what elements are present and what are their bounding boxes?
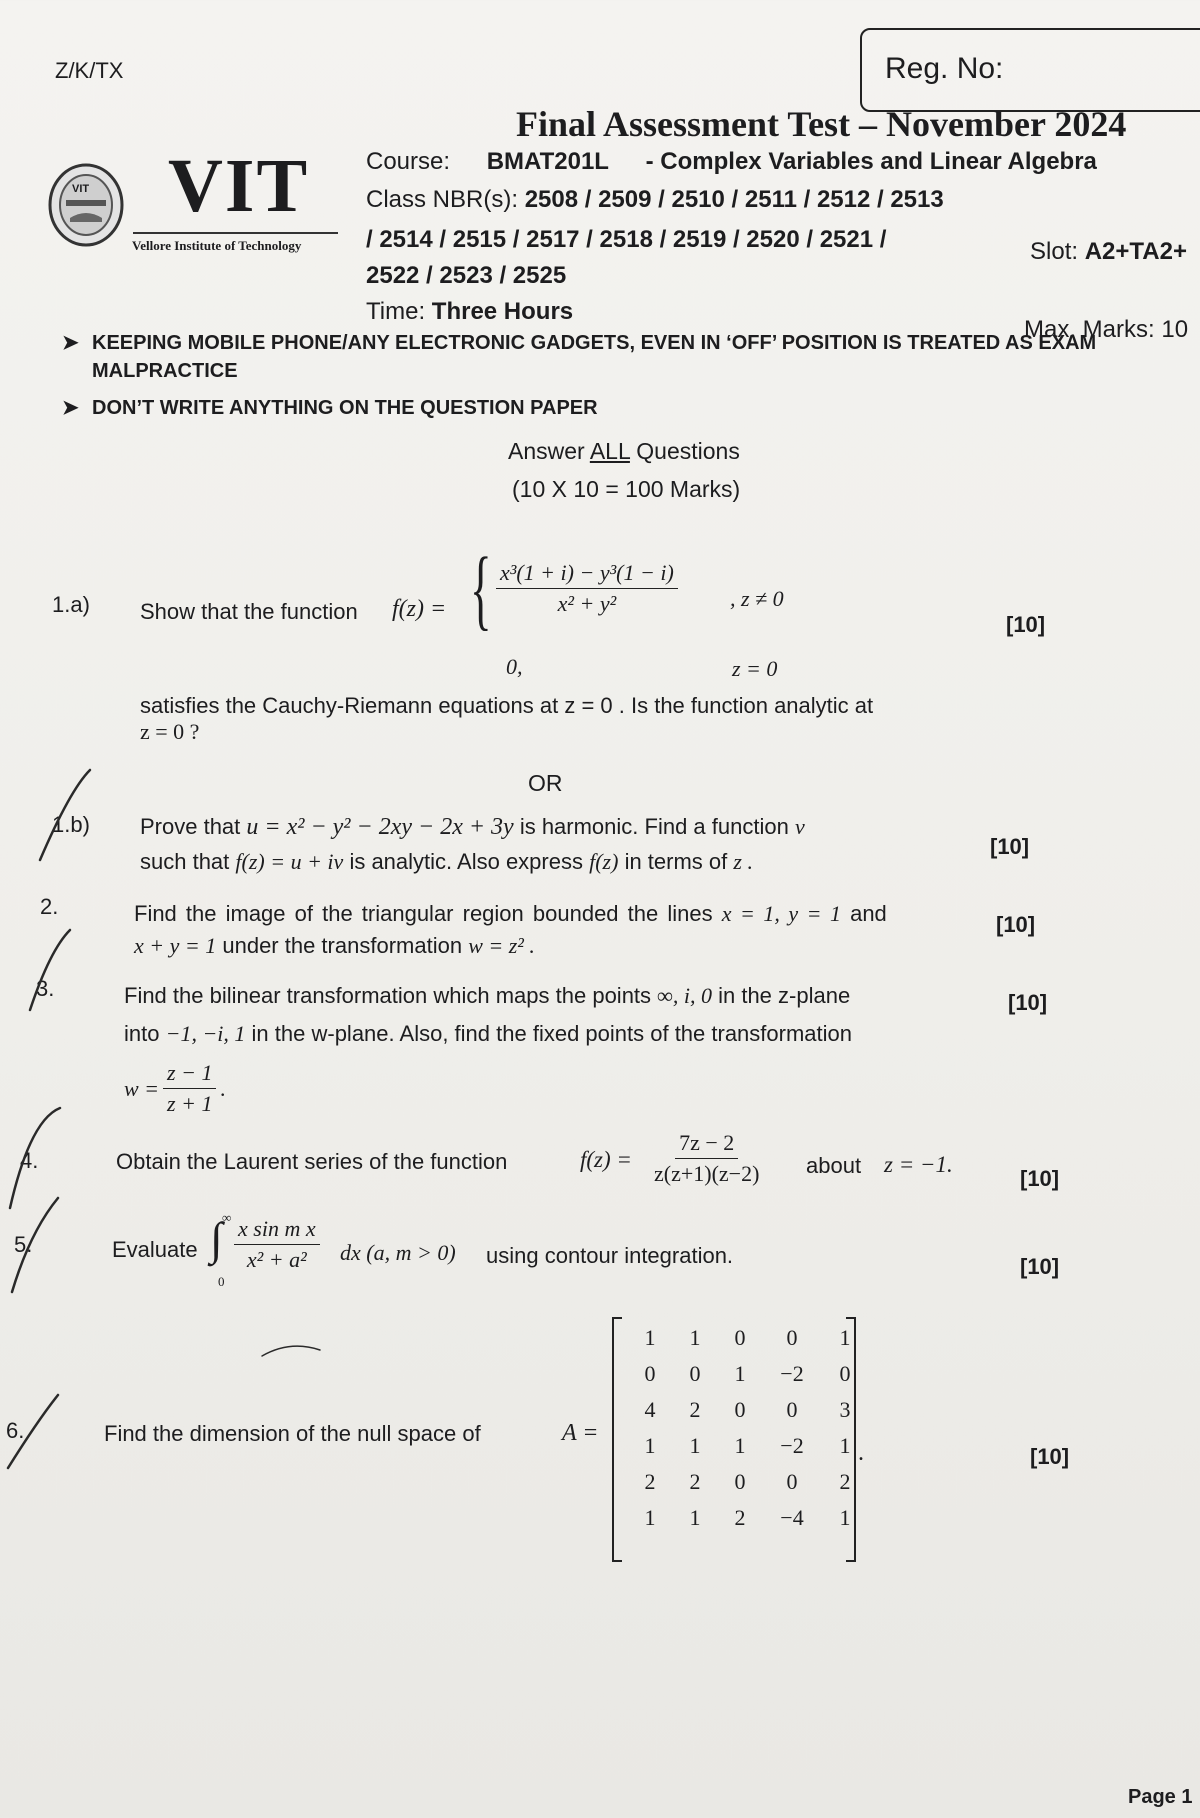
matrix-cell: 1 — [689, 1433, 701, 1458]
slot-label: Slot: — [1030, 238, 1079, 265]
q4-numerator: 7z − 2 — [675, 1130, 738, 1159]
q5-den: x² + a² — [246, 1247, 307, 1272]
q6-number: 6. — [6, 1418, 25, 1443]
max-marks: Max. Marks: 10 — [1024, 316, 1189, 343]
matrix-cell: 2 — [644, 1469, 656, 1494]
answer-prefix: Answer — [508, 438, 590, 464]
course-label: Course: — [366, 148, 451, 175]
class-numbers-2: / 2514 / 2515 / 2517 / 2518 / 2519 / 2520 / 2521 / — [366, 226, 887, 253]
answer-all: ALL — [589, 438, 630, 464]
q6-text: Find the dimension of the null space of — [104, 1421, 481, 1446]
vit-logo-text: VIT — [168, 144, 310, 228]
q4-point: z = −1. — [884, 1152, 953, 1177]
q5-marks: [10] — [1020, 1254, 1060, 1279]
matrix-cell: 0 — [689, 1361, 701, 1386]
notice-arrow-icon: ➤ — [62, 332, 79, 354]
matrix-cell: 0 — [734, 1469, 746, 1494]
q5-number: 5. — [14, 1232, 33, 1257]
q1a-case2: 0, — [506, 654, 523, 679]
matrix-cell: 0 — [644, 1361, 656, 1386]
q1a-text3: z = 0 ? — [140, 719, 200, 744]
q3-w-num: z − 1 — [163, 1060, 216, 1089]
paper-code: Z/K/TX — [55, 58, 124, 83]
q2-line3: x + y = 1 — [134, 933, 217, 958]
matrix-cell: 1 — [644, 1433, 656, 1458]
matrix-cell: 0 — [786, 1397, 798, 1422]
exam-title: Final Assessment Test – November 2024 — [516, 104, 1127, 144]
vit-seal-text: VIT — [72, 183, 90, 195]
q5-lower-limit: 0 — [218, 1274, 225, 1289]
q2-under: under the transformation — [222, 933, 463, 958]
matrix-cell: 1 — [689, 1325, 701, 1350]
pencil-squiggle — [262, 1346, 320, 1356]
q1a-brace: { — [470, 540, 492, 639]
class-numbers-3: 2522 / 2523 / 2525 — [366, 262, 567, 289]
q1b-terms: in terms of — [624, 849, 728, 874]
matrix-cell: 2 — [689, 1469, 701, 1494]
matrix-cell: 0 — [786, 1469, 798, 1494]
answer-suffix: Questions — [629, 438, 740, 464]
q1b-fz: f(z) — [589, 849, 619, 874]
class-numbers-1: 2508 / 2509 / 2510 / 2511 / 2512 / 2513 — [524, 186, 944, 213]
class-label: Class NBR(s): — [366, 186, 519, 213]
q4-number: 4. — [20, 1148, 39, 1173]
pencil-tick-5 — [12, 1198, 58, 1292]
q1a-numerator: x³(1 + i) − y³(1 − i) — [496, 560, 678, 589]
course-name: - Complex Variables and Linear Algebra — [645, 148, 1097, 175]
pencil-tick-6 — [8, 1395, 58, 1468]
pencil-tick-3 — [30, 930, 70, 1010]
q3-w-end: . — [220, 1075, 226, 1101]
time-label: Time: — [366, 298, 426, 325]
q3-points: ∞, i, 0 — [657, 983, 712, 1008]
q5-text: Evaluate — [112, 1237, 198, 1262]
q6-marks: [10] — [1030, 1444, 1070, 1469]
notice-arrow-icon: ➤ — [62, 397, 79, 419]
q5-dx: dx (a, m > 0) — [340, 1240, 456, 1265]
q1b-marks: [10] — [990, 834, 1030, 859]
q2-number: 2. — [40, 894, 59, 919]
matrix-cell: 0 — [786, 1325, 798, 1350]
q5-tail: using contour integration. — [486, 1243, 734, 1268]
q4-text: Obtain the Laurent series of the function — [116, 1149, 508, 1174]
notice-gadgets-cont: MALPRACTICE — [92, 360, 238, 382]
q4-about: about — [806, 1153, 862, 1178]
q1b-f-expr: f(z) = u + iv — [235, 849, 344, 874]
matrix-cell: 1 — [644, 1325, 656, 1350]
page-number: Page 1 — [1128, 1786, 1193, 1808]
q4-denominator: z(z+1)(z−2) — [654, 1161, 760, 1186]
q4-fz: f(z) = — [580, 1147, 632, 1172]
q1b-number: 1.b) — [52, 812, 90, 837]
matrix-cell: 1 — [839, 1325, 851, 1350]
matrix-cell: 1 — [689, 1505, 701, 1530]
matrix-cell: 2 — [689, 1397, 701, 1422]
notice-no-writing: DON’T WRITE ANYTHING ON THE QUESTION PAPER — [92, 397, 598, 419]
q1a-number: 1.a) — [52, 592, 90, 617]
q5-upper-limit: ∞ — [222, 1210, 232, 1225]
q3-into: into — [124, 1021, 160, 1046]
q3-w-den: z + 1 — [167, 1091, 213, 1116]
q3-number: 3. — [36, 976, 55, 1001]
time-value: Three Hours — [431, 298, 574, 325]
q1b-harmonic: is harmonic. Find a function — [519, 814, 789, 839]
course-code: BMAT201L — [486, 148, 609, 175]
q1a-denominator: x² + y² — [557, 591, 617, 616]
q3-marks: [10] — [1008, 990, 1048, 1015]
matrix-cell: 2 — [734, 1505, 746, 1530]
q3-wplane: in the w-plane. Also, find the fixed points of the transformation — [251, 1021, 853, 1046]
matrix-cell: 3 — [839, 1397, 851, 1422]
q1b-z: z . — [733, 849, 753, 874]
matrix-cell: −4 — [780, 1505, 804, 1530]
q1b-such-that: such that — [140, 849, 230, 874]
q1a-cond2: z = 0 — [732, 656, 778, 681]
q1b-prove: Prove that — [140, 814, 241, 839]
matrix-cell: 0 — [734, 1397, 746, 1422]
matrix-cell: 1 — [644, 1505, 656, 1530]
q6-A: A = — [562, 1420, 599, 1446]
q5-integral-sign: ∫ — [210, 1213, 223, 1264]
pencil-tick-1b — [40, 770, 90, 860]
q2-w: w = z² . — [468, 933, 535, 958]
q1a-fz: f(z) = — [392, 596, 447, 622]
q1a-marks: [10] — [1006, 612, 1046, 637]
q2-text: Find the image of the triangular region bounded the lines — [134, 901, 713, 926]
q1a-cond1: , z ≠ 0 — [730, 586, 784, 611]
q1a-text2: satisfies the Cauchy-Riemann equations at z = 0 . Is the function analytic at — [140, 693, 874, 718]
matrix-cell: 1 — [734, 1361, 746, 1386]
notice-gadgets: KEEPING MOBILE PHONE/ANY ELECTRONIC GADGETS, EVEN IN ‘OFF’ POSITION IS TREATED AS EXAM — [92, 332, 1097, 354]
matrix-cell: 1 — [839, 1505, 851, 1530]
matrix-cell: 2 — [839, 1469, 851, 1494]
matrix-cell: 1 — [734, 1433, 746, 1458]
matrix-cell: −2 — [780, 1433, 804, 1458]
reg-number-label: Reg. No: — [885, 52, 1004, 85]
q3-images: −1, −i, 1 — [165, 1021, 246, 1046]
matrix-cell: 1 — [839, 1433, 851, 1458]
or-separator: OR — [528, 770, 563, 796]
q1b-u-expr: u = x² − y² − 2xy − 2x + 3y — [246, 814, 514, 840]
logo-subtitle: Vellore Institute of Technology — [132, 238, 302, 253]
q6-end: . — [858, 1440, 864, 1466]
q3-w-eq: w = — [124, 1075, 160, 1101]
q1b-v: v — [794, 814, 805, 839]
q4-marks: [10] — [1020, 1166, 1060, 1191]
q5-num: x sin m x — [234, 1216, 320, 1245]
q3-zplane: in the z-plane — [718, 983, 851, 1008]
matrix-cell: 0 — [734, 1325, 746, 1350]
q1a-intro: Show that the function — [140, 599, 358, 624]
marks-summary: (10 X 10 = 100 Marks) — [512, 476, 741, 502]
pencil-tick-4 — [10, 1108, 60, 1208]
matrix-cell: 4 — [644, 1397, 656, 1422]
matrix-cell: 0 — [839, 1361, 851, 1386]
q3-text: Find the bilinear transformation which maps the points — [124, 983, 652, 1008]
q2-marks: [10] — [996, 912, 1036, 937]
q1b-analytic: is analytic. Also express — [349, 849, 583, 874]
q2-and: and — [850, 901, 887, 926]
slot-value: A2+TA2+ — [1084, 238, 1187, 265]
q2-lines: x = 1, y = 1 — [721, 901, 841, 926]
matrix-cell: −2 — [780, 1361, 804, 1386]
